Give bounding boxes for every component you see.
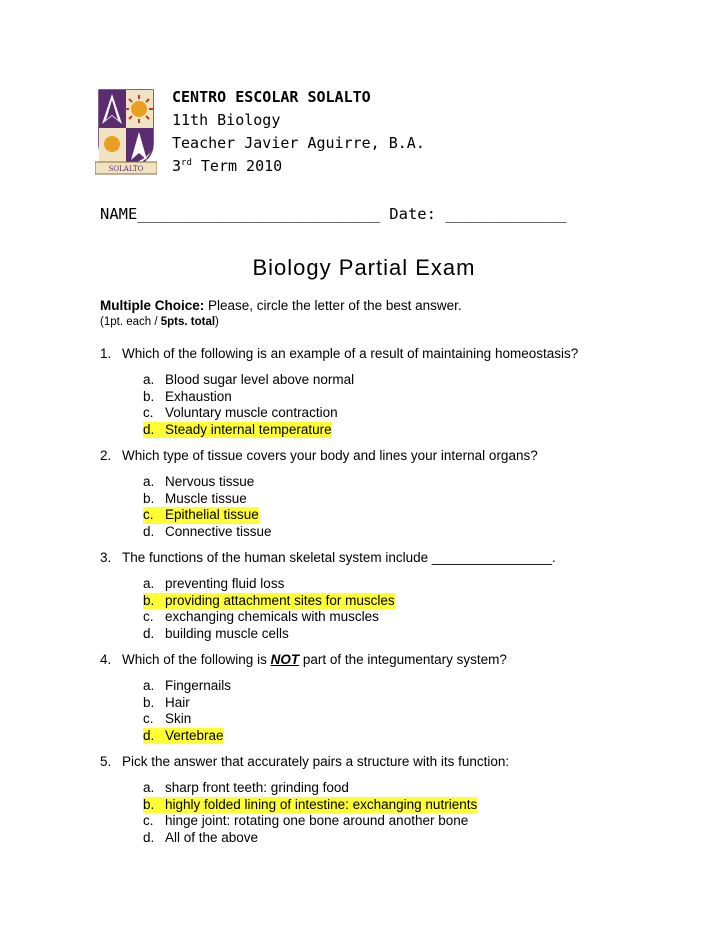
question-list bbox=[100, 345, 700, 855]
option-text: building muscle cells bbox=[165, 625, 289, 641]
instructions bbox=[100, 297, 462, 331]
crest-banner-text: SOLALTO bbox=[108, 165, 144, 173]
option[interactable] bbox=[143, 678, 700, 695]
question-number: 3. bbox=[100, 550, 112, 565]
question-emphasis: NOT bbox=[270, 652, 300, 667]
points-total: 5pts. total bbox=[160, 316, 216, 328]
option-text: hinge joint: rotating one bone around another bone bbox=[165, 813, 469, 828]
question-3 bbox=[100, 549, 700, 642]
points-note bbox=[100, 314, 462, 331]
term-suffix: rd bbox=[181, 158, 192, 168]
option[interactable] bbox=[143, 780, 700, 797]
option-text: Vertebrae bbox=[165, 727, 224, 743]
question-text: The functions of the human skeletal system include ________________. bbox=[122, 550, 556, 565]
option-letter: b. bbox=[143, 694, 155, 710]
option-text: Skin bbox=[165, 711, 192, 726]
option[interactable] bbox=[143, 813, 700, 830]
term-number: 3 bbox=[172, 157, 182, 175]
option-text: Blood sugar level above normal bbox=[165, 372, 355, 387]
instructions-text: Please, circle the letter of the best answer. bbox=[204, 298, 462, 313]
option-letter: c. bbox=[143, 507, 165, 524]
option[interactable] bbox=[143, 609, 700, 626]
option-highlighted[interactable] bbox=[143, 422, 700, 439]
option-letter: c. bbox=[143, 609, 154, 624]
option[interactable] bbox=[143, 405, 700, 422]
option[interactable] bbox=[143, 491, 700, 508]
option-letter: a. bbox=[143, 474, 155, 489]
question-text bbox=[122, 651, 507, 668]
question-text: Pick the answer that accurately pairs a structure with its function: bbox=[122, 754, 510, 769]
question-2 bbox=[100, 447, 700, 540]
option-letter: c. bbox=[143, 813, 154, 828]
option[interactable] bbox=[143, 695, 700, 712]
question-number: 5. bbox=[100, 754, 112, 769]
option-text: Nervous tissue bbox=[165, 474, 255, 489]
question-text: Which of the following is an example of a result of maintaining homeostasis? bbox=[122, 346, 579, 361]
option-highlighted[interactable] bbox=[143, 593, 700, 610]
question-text-before: Which of the following is bbox=[122, 652, 271, 667]
option-text: sharp front teeth: grinding food bbox=[165, 780, 349, 795]
option[interactable] bbox=[143, 389, 700, 406]
option[interactable] bbox=[143, 372, 700, 389]
option-letter: d. bbox=[143, 728, 165, 745]
option-text: Hair bbox=[165, 694, 190, 710]
question-number: 1. bbox=[100, 346, 112, 361]
option-letter: b. bbox=[143, 593, 165, 610]
exam-title: Biology Partial Exam bbox=[252, 255, 476, 280]
question-1 bbox=[100, 345, 700, 438]
course-name: 11th Biology bbox=[172, 111, 281, 129]
option[interactable] bbox=[143, 830, 700, 847]
option-letter: d. bbox=[143, 625, 155, 641]
question-5 bbox=[100, 753, 700, 846]
option-text: Exhaustion bbox=[165, 388, 232, 404]
option-text: Voluntary muscle contraction bbox=[165, 405, 338, 420]
option-letter: d. bbox=[143, 422, 165, 439]
question-text-after: part of the integumentary system? bbox=[299, 652, 507, 667]
option-highlighted[interactable] bbox=[143, 507, 700, 524]
option-text: highly folded lining of intestine: exchanging nutrients bbox=[165, 796, 478, 812]
points-suffix: ) bbox=[215, 316, 219, 328]
term-rest: Term 2010 bbox=[191, 157, 283, 175]
option-text: All of the above bbox=[165, 829, 259, 845]
option-text: Steady internal temperature bbox=[165, 421, 332, 437]
school-crest-icon bbox=[95, 86, 157, 180]
points-prefix: (1pt. each / bbox=[100, 316, 161, 328]
name-date-line: NAME__________________________ Date: _____________ bbox=[100, 205, 567, 223]
question-number: 4. bbox=[100, 652, 112, 667]
option[interactable] bbox=[143, 711, 700, 728]
option-text: providing attachment sites for muscles bbox=[165, 592, 395, 608]
option-letter: b. bbox=[143, 797, 165, 814]
option-highlighted[interactable] bbox=[143, 797, 700, 814]
option[interactable] bbox=[143, 626, 700, 643]
option-text: exchanging chemicals with muscles bbox=[165, 609, 379, 624]
option-letter: c. bbox=[143, 405, 154, 420]
question-text: Which type of tissue covers your body and lines your internal organs? bbox=[122, 448, 538, 463]
option-text: Muscle tissue bbox=[165, 490, 247, 506]
option-letter: d. bbox=[143, 523, 155, 539]
teacher-name: Teacher Javier Aguirre, B.A. bbox=[172, 134, 425, 152]
option-highlighted[interactable] bbox=[143, 728, 700, 745]
school-name: CENTRO ESCOLAR SOLALTO bbox=[172, 88, 371, 106]
option-letter: b. bbox=[143, 388, 155, 404]
option-letter: d. bbox=[143, 829, 155, 845]
option-letter: a. bbox=[143, 780, 155, 795]
exam-header bbox=[172, 86, 425, 178]
option-letter: b. bbox=[143, 490, 155, 506]
option-text: Connective tissue bbox=[165, 523, 272, 539]
option[interactable] bbox=[143, 474, 700, 491]
instructions-label: Multiple Choice: bbox=[100, 298, 205, 313]
term-line bbox=[172, 155, 425, 178]
option-letter: a. bbox=[143, 678, 155, 693]
option-text: preventing fluid loss bbox=[165, 576, 285, 591]
question-4 bbox=[100, 651, 700, 744]
option[interactable] bbox=[143, 524, 700, 541]
option[interactable] bbox=[143, 576, 700, 593]
option-letter: a. bbox=[143, 576, 155, 591]
option-letter: c. bbox=[143, 711, 154, 726]
question-number: 2. bbox=[100, 448, 112, 463]
option-letter: a. bbox=[143, 372, 155, 387]
option-text: Fingernails bbox=[165, 678, 232, 693]
option-text: Epithelial tissue bbox=[165, 507, 259, 522]
